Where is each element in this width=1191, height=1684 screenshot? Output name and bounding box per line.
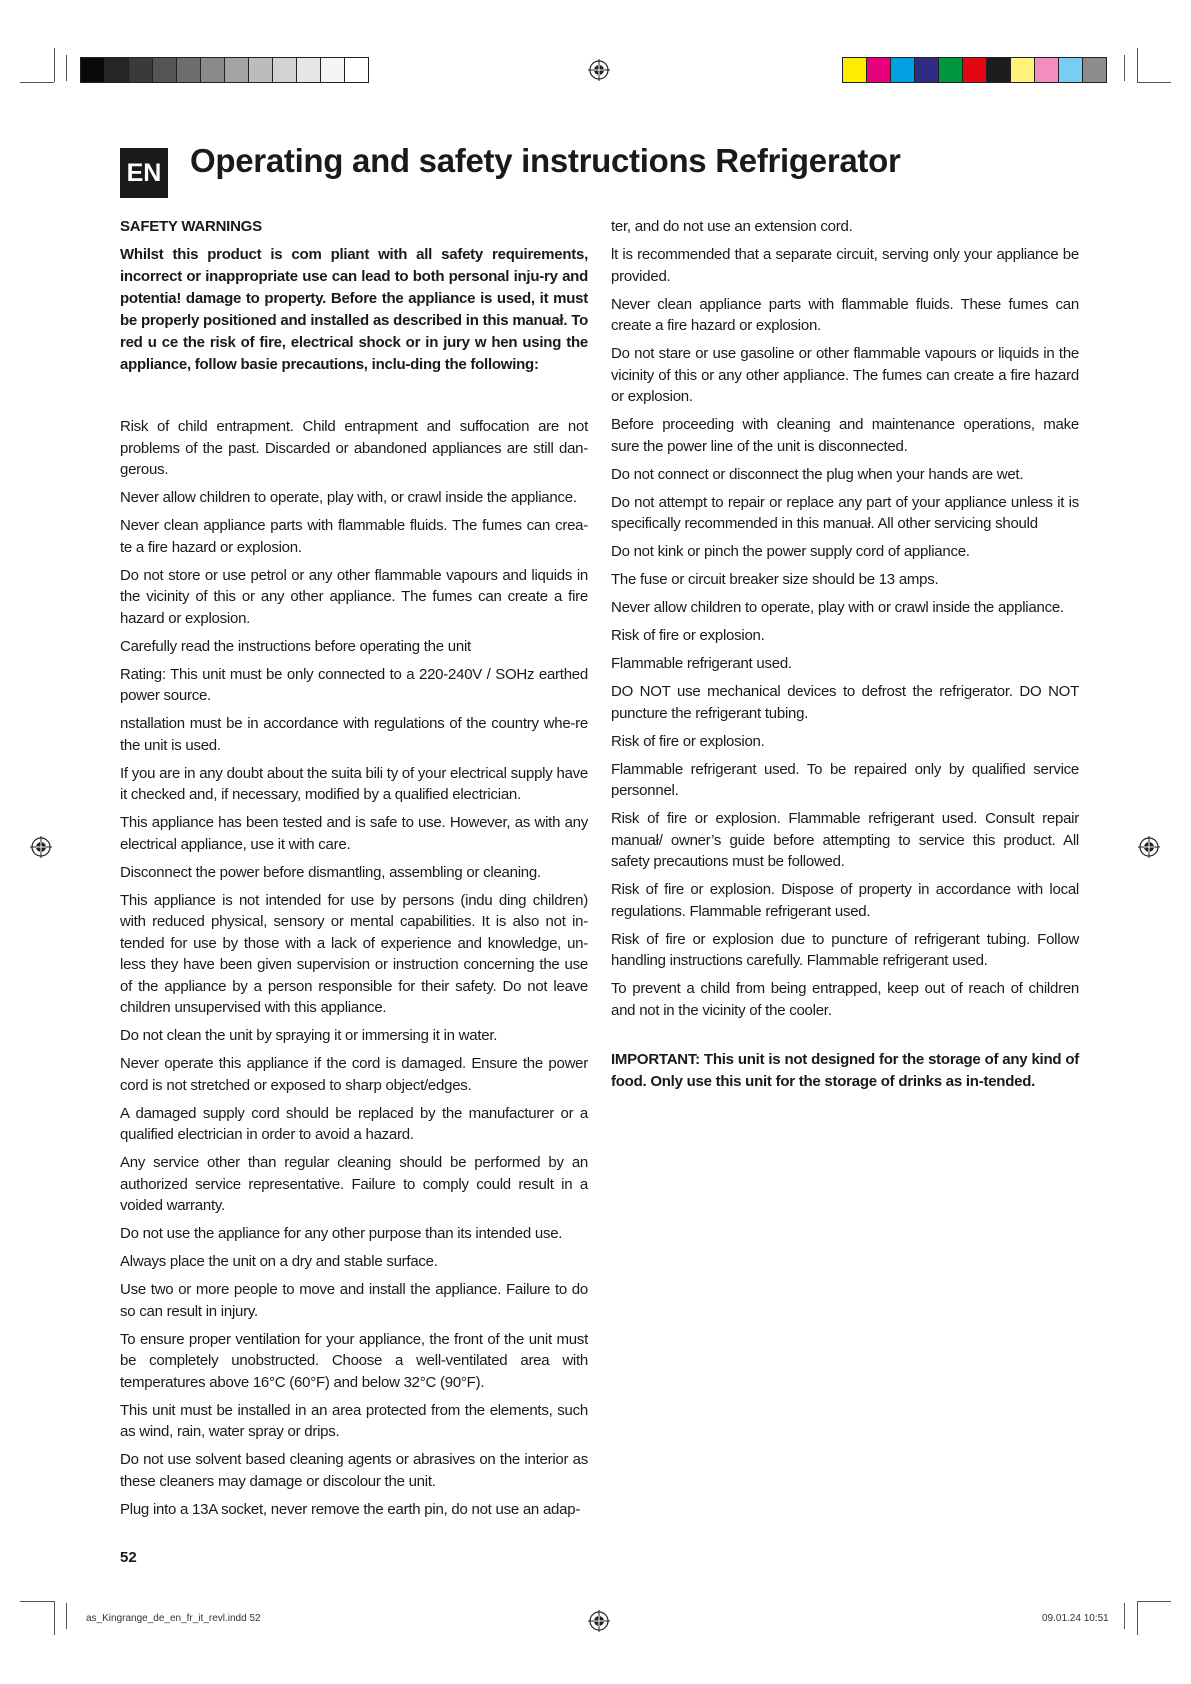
color-calibration-bar [842,57,1107,83]
color-swatch [1083,57,1107,83]
safety-paragraph: Do not stare or use gasoline or other flammable vapours or liquids in the vicinity of this or any other appliance. The fumes can create a fire hazard or explosion. [611,345,1079,405]
section-heading: SAFETY WARNINGS [120,218,262,235]
safety-paragraph: Risk of fire or explosion due to puncture of refrigerant tubing. Follow handling instructions carefully. Flammable refrigerant used. [611,930,1079,969]
gray-swatch [225,57,249,83]
registration-mark-icon [588,1610,610,1632]
safety-paragraph: This appliance has been tested and is safe to use. However, as with any electrical appliance, use it with care. [120,814,588,853]
registration-mark-icon [30,836,52,858]
gray-swatch [249,57,273,83]
safety-paragraph: Do not attempt to repair or replace any part of your appliance unless it is specifically recommended in this manuał. All other servicing should [611,493,1079,532]
color-swatch [987,57,1011,83]
crop-mark [1137,1601,1138,1635]
safety-paragraph: DO NOT use mechanical devices to defrost the refrigerator. DO NOT puncture the refrigerant tubing. [611,683,1079,722]
safety-paragraph: Disconnect the power before dismantling, assembling or cleaning. [120,863,541,881]
crop-mark [20,82,54,83]
safety-paragraph: Never clean appliance parts with flammable fluids. These fumes can create a fire hazard or explosion. [611,295,1079,334]
crop-mark [1137,82,1171,83]
safety-paragraph: Do not use solvent based cleaning agents or abrasives on the interior as these cleaners may damage or discolour the unit. [120,1451,588,1490]
safety-paragraph: Risk of fire or explosion. [611,732,765,750]
safety-paragraph: Flammable refrigerant used. [611,655,792,672]
safety-paragraph: To prevent a child from being entrapped, keep out of reach of children and not in the vicinity of the cooler. [611,980,1079,1019]
color-swatch [963,57,987,83]
crop-mark [20,1601,54,1602]
color-swatch [842,57,867,83]
safety-paragraph: The fuse or circuit breaker size should be 13 amps. [611,571,939,588]
gray-swatch [153,57,177,83]
safety-paragraph: Never operate this appliance if the cord is damaged. Ensure the power cord is not stretched or exposed to sharp object/edges. [120,1055,588,1094]
grayscale-calibration-bar [80,57,369,83]
safety-paragraph: Any service other than regular cleaning should be performed by an authorized service representative. Failure to comply could result in a voided warranty. [120,1154,588,1214]
crop-mark [1137,1601,1171,1602]
gray-swatch [105,57,129,83]
color-swatch [1035,57,1059,83]
safety-paragraph: Use two or more people to move and install the appliance. Failure to do so can result in injury. [120,1281,588,1320]
crop-mark [54,1601,55,1635]
crop-mark [54,48,55,82]
safety-paragraph: Never allow children to operate, play with or crawl inside the appliance. [611,599,1064,616]
safety-paragraph: If you are in any doubt about the suita bili ty of your electrical supply have it checked and, if necessary, modified by a qualified electrician. [120,764,588,803]
right-column [611,216,1079,1100]
crop-mark [66,1603,67,1629]
safety-paragraph: Never clean appliance parts with flammable fluids. The fumes can crea-te a fire hazard or explosion. [120,517,588,556]
crop-mark [1124,55,1125,81]
safety-paragraph: Carefully read the instructions before operating the unit [120,637,471,655]
safety-paragraph: lt is recommended that a separate circuit, serving only your appliance be provided. [611,246,1079,285]
language-badge: EN [120,148,168,198]
safety-paragraph: nstallation must be in accordance with regulations of the country whe-re the unit is used. [120,715,588,754]
gray-swatch [129,57,153,83]
safety-paragraph: Never allow children to operate, play with, or crawl inside the appliance. [120,489,577,506]
registration-mark-icon [1138,836,1160,858]
safety-paragraph: A damaged supply cord should be replaced by the manufacturer or a qualified electrician in order to avoid a hazard. [120,1104,588,1143]
footer-file-name: as_Kingrange_de_en_fr_it_revl.indd 52 [86,1613,261,1624]
gray-swatch [321,57,345,83]
safety-paragraph: Rating: This unit must be only connected to a 220-240V / SOHz earthed power source. [120,665,588,704]
safety-paragraph: Do not store or use petrol or any other flammable vapours and liquids in the vicinity of this or any other appliance. The fumes can create a fire hazard or explosion. [120,566,588,627]
color-swatch [1059,57,1083,83]
left-column [120,216,588,1527]
safety-paragraph: Risk of fire or explosion. Dispose of property in accordance with local regulations. Flammable refrigerant used. [611,881,1079,920]
safety-paragraph: Risk of fire or explosion. [611,627,765,644]
footer-date-time: 09.01.24 10:51 [1042,1613,1109,1624]
important-note: IMPORTANT: This unit is not designed for the storage of any kind of food. Only use this unit for the storage of drinks as in-tended. [611,1051,1079,1090]
safety-paragraph: Risk of fire or explosion. Flammable refrigerant used. Consult repair manuał/ owner’s guide before attempting to service this product. All safety precautions must be followed. [611,810,1079,870]
safety-paragraph: Always place the unit on a dry and stable surface. [120,1253,438,1270]
color-swatch [1011,57,1035,83]
color-swatch [891,57,915,83]
safety-paragraph: This unit must be installed in an area protected from the elements, such as wind, rain, water spray or drips. [120,1401,588,1440]
color-swatch [915,57,939,83]
safety-paragraph: To ensure proper ventilation for your appliance, the front of the unit must be completely unobstructed. Choose a well-ventilated area with temperatures above 16°C (60°F) and below 32°C (90°F). [120,1330,588,1391]
crop-mark [66,55,67,81]
gray-swatch [177,57,201,83]
gray-swatch [201,57,225,83]
intro-paragraph: Whilst this product is com pliant with all safety requirements, incorrect or inappropriate use can lead to both personal inju-ry and potentia! damage to property. Before the appliance is used, it must be properly positioned and installed as described in this manuał. To red u ce the risk of fire, electrical shock or in jury w hen using the appliance, follow basie precautions, inclu-ding the following: [120,246,588,373]
safety-paragraph: Do not clean the unit by spraying it or immersing it in water. [120,1027,498,1044]
safety-paragraph: Risk of child entrapment. Child entrapment and suffocation are not problems of the past. Discarded or abandoned appliances are still dan-gerous. [120,418,588,478]
page-number: 52 [120,1549,137,1566]
left-paragraph-list [120,416,588,1520]
color-swatch [939,57,963,83]
crop-mark [1137,48,1138,82]
right-paragraph-list [611,216,1079,1021]
safety-paragraph: This appliance is not intended for use by persons (indu ding children) with reduced physical, sensory or mental capabilities. It is also not in-tended for use by those with a lack of experience and knowledge, un-less they have been given supervision or instruction concerning the use of the appliance by a person responsible for their safety. Do not leave children unsupervised with this appliance. [120,891,588,1016]
registration-mark-icon [588,59,610,81]
gray-swatch [297,57,321,83]
safety-paragraph: Flammable refrigerant used. To be repaired only by qualified service personnel. [611,760,1079,799]
crop-mark [1124,1603,1125,1629]
color-swatch [867,57,891,83]
safety-paragraph: Plug into a 13A socket, never remove the earth pin, do not use an adap- [120,1500,581,1518]
gray-swatch [80,57,105,83]
page-title: Operating and safety instructions Refrigerator [190,142,901,179]
safety-paragraph: Before proceeding with cleaning and maintenance operations, make sure the power line of the unit is disconnected. [611,416,1079,455]
gray-swatch [345,57,369,83]
safety-paragraph: ter, and do not use an extension cord. [611,218,853,235]
gray-swatch [273,57,297,83]
safety-paragraph: Do not kink or pinch the power supply cord of appliance. [611,543,970,560]
safety-paragraph: Do not connect or disconnect the plug when your hands are wet. [611,465,1024,483]
safety-paragraph: Do not use the appliance for any other purpose than its intended use. [120,1225,563,1242]
